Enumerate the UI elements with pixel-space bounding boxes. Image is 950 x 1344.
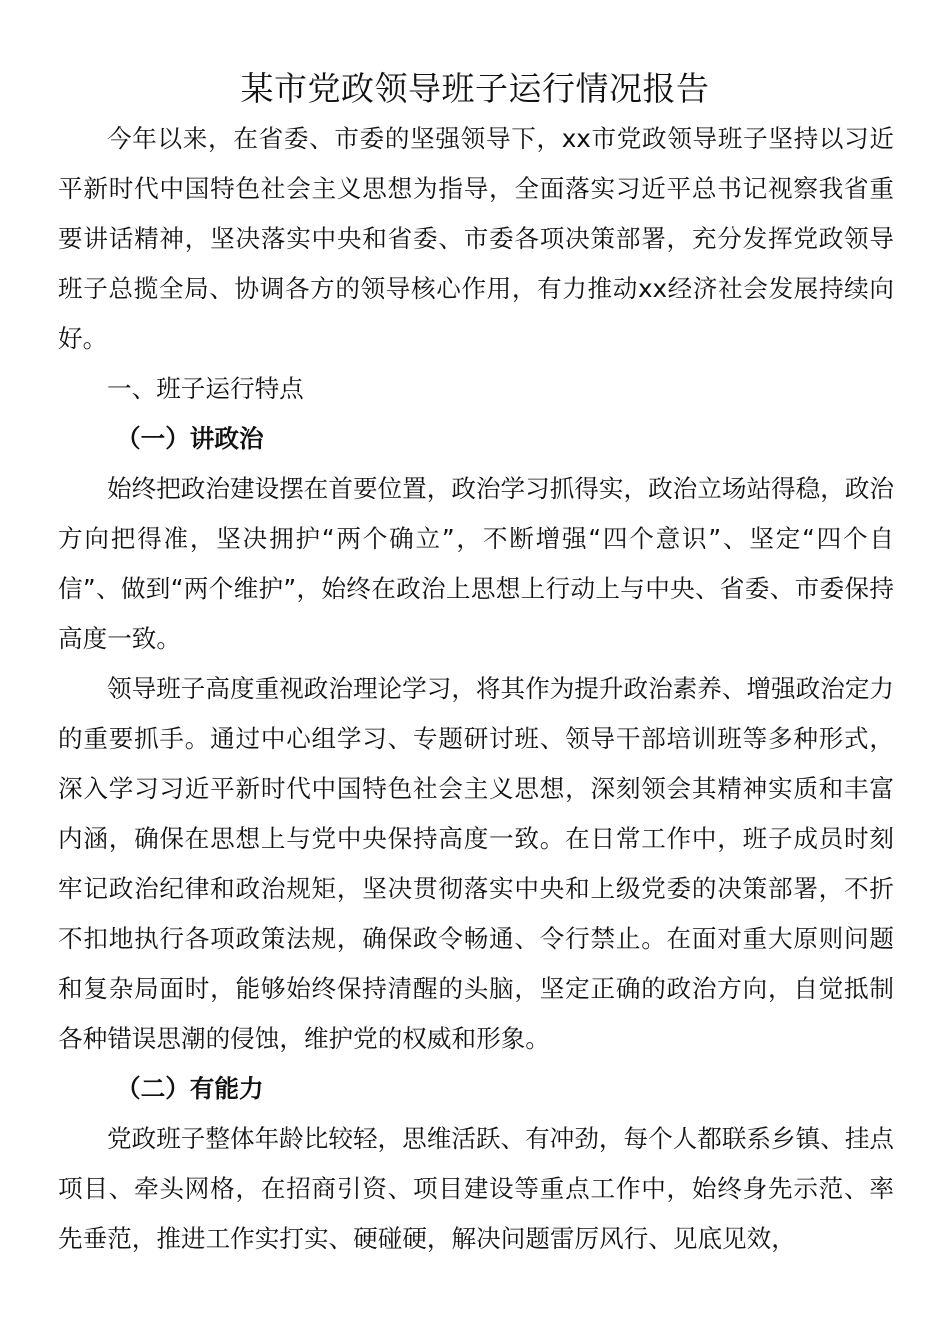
document-title: 某市党政领导班子运行情况报告 xyxy=(240,69,710,108)
ability-paragraph-1: 党政班子整体年龄比较轻，思维活跃、有冲劲，每个人都联系乡镇、挂点项目、牵头网格，在招商引资、项目建设等重点工作中，始终身先示范、率先垂范，推进工作实打实、硬碰硬，解决问题雷厉风行、见底见效， xyxy=(58,1124,895,1253)
section-heading: 一、班子运行特点 xyxy=(107,374,304,403)
politics-paragraph-1: 始终把政治建设摆在首要位置，政治学习抓得实，政治立场站得稳，政治方向把得准，坚决拥护“两个确立”，不断增强“四个意识”、坚定“四个自信”、做到“两个维护”，始终在政治上思想上行动上与中央、省委、市委保持高度一致。 xyxy=(58,474,895,653)
politics-paragraph-2: 领导班子高度重视政治理论学习，将其作为提升政治素养、增强政治定力的重要抓手。通过中心组学习、专题研讨班、领导干部培训班等多种形式，深入学习习近平新时代中国特色社会主义思想，深刻领会其精神实质和丰富内涵，确保在思想上与党中央保持高度一致。在日常工作中，班子成员时刻牢记政治纪律和政治规矩，坚决贯彻落实中央和上级党委的决策部署，不折不扣地执行各项政策法规，确保政令畅通、令行禁止。在面对重大原则问题和复杂局面时，能够始终保持清醒的头脑，坚定正确的政治方向，自觉抵制各种错误思潮的侵蚀，维护党的权威和形象。 xyxy=(58,674,895,1053)
subsection-heading-politics: （一）讲政治 xyxy=(116,424,264,453)
document-body xyxy=(58,114,894,1264)
intro-paragraph: 今年以来，在省委、市委的坚强领导下，xx市党政领导班子坚持以习近平新时代中国特色社会主义思想为指导，全面落实习近平总书记视察我省重要讲话精神，坚决落实中央和省委、市委各项决策部署，充分发挥党政领导班子总揽全局、协调各方的领导核心作用，有力推动xx经济社会发展持续向好。 xyxy=(58,124,894,353)
subsection-heading-ability: （二）有能力 xyxy=(116,1074,264,1103)
